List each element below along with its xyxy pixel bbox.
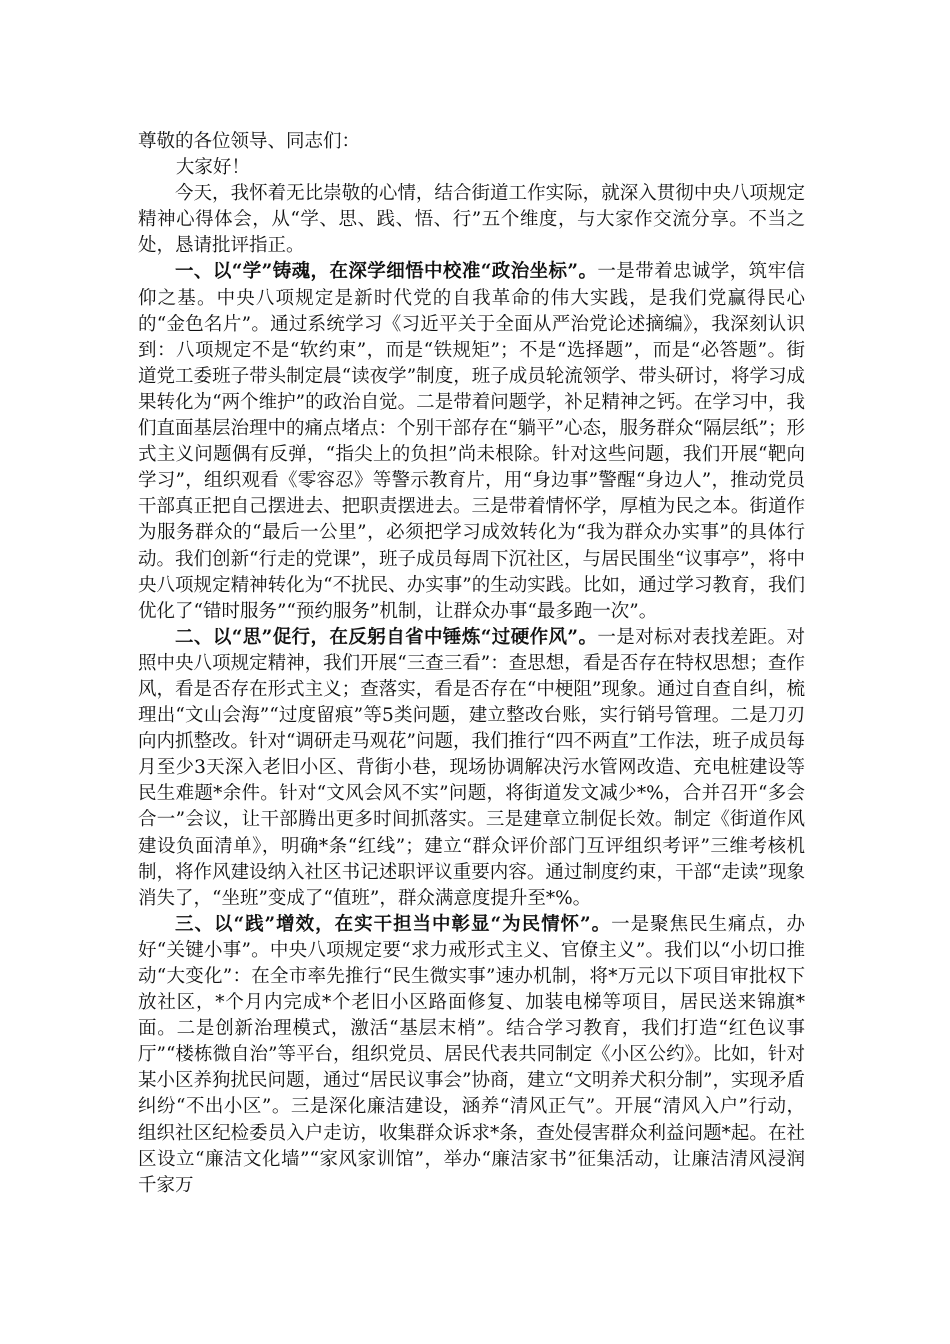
section-2-body: 一是对标对表找差距。对照中央八项规定精神，我们开展“三查三看”：查思想，看是否存在特权思想；查作风，看是否存在形式主义；查落实，看是否存在“中梗阻”现象。通过自查自纠，梳理出“文山会海”“过度留痕”等5类问题，建立整改台账，实行销号管理。二是刀刃向内抓整改。针对“调研走马观花”问题，我们推行“四不两直”工作法，班子成员每月至少3天深入老旧小区、背街小巷，现场协调解决污水管网改造、充电桩建设等民生难题*余件。针对“文风会风不实”问题，将街道发文减少*%，合并召开“多会合一”会议，让干部腾出更多时间抓落实。三是建章立制促长效。制定《街道作风建设负面清单》，明确*条“红线”；建立“群众评价部门互评组织考评”三维考核机制，将作风建设纳入社区书记述职评议重要内容。通过制度约束，干部“走读”现象消失了，“坐班”变成了“值班”，群众满意度提升至*%。: [138, 626, 805, 909]
section-2-paragraph: [138, 625, 805, 912]
section-1-body: 一是带着忠诚学，筑牢信仰之基。中央八项规定是新时代党的自我革命的伟大实践，是我们党赢得民心的“金色名片”。通过系统学习《习近平关于全面从严治党论述摘编》，我深刻认识到：八项规定不是“软约束”，而是“铁规矩”；不是“选择题”，而是“必答题”。街道党工委班子带头制定晨“读夜学”制度，班子成员轮流领学、带头研讨，将学习成果转化为“两个维护”的政治自觉。二是带着问题学，补足精神之钙。在学习中，我们直面基层治理中的痛点堵点：个别干部存在“躺平”心态，服务群众“隔层纸”；形式主义问题偶有反弹，“指尖上的负担”尚未根除。针对这些问题，我们开展“靶向学习”，组织观看《零容忍》等警示教育片，用“身边事”警醒“身边人”，推动党员干部真正把自己摆进去、把职责摆进去。三是带着情怀学，厚植为民之本。街道作为服务群众的“最后一公里”，必须把学习成效转化为“我为群众办实事”的具体行动。我们创新“行走的党课”，班子成员每周下沉社区，与居民围坐“议事亭”，将中央八项规定精神转化为“不扰民、办实事”的生动实践。比如，通过学习教育，我们优化了“错时服务”“预约服务”机制，让群众办事“最多跑一次”。: [138, 261, 805, 622]
section-3-heading: 三、以“践”增效，在实干担当中彰显“为民情怀”。: [175, 913, 612, 935]
section-1-paragraph: [138, 259, 805, 624]
section-1-heading: 一、以“学”铸魂，在深学细悟中校准“政治坐标”。: [175, 261, 598, 283]
greeting: 大家好！: [175, 157, 250, 179]
intro-paragraph: 今天，我怀着无比崇敬的心情，结合街道工作实际，就深入贯彻中央八项规定精神心得体会，从“学、思、践、悟、行”五个维度，与大家作交流分享。不当之处，恳请批评指正。: [138, 183, 805, 257]
section-3-body: 一是聚焦民生痛点，办好“关键小事”。中央八项规定要“求力戒形式主义、官僚主义”。我们以“小切口推动“大变化”：在全市率先推行“民生微实事”速办机制，将*万元以下项目审批权下放社区，*个月内完成*个老旧小区路面修复、加装电梯等项目，居民送来锦旗*面。二是创新治理模式，激活“基层末梢”。结合学习教育，我们打造“红色议事厅”“楼栋微自治”等平台，组织党员、居民代表共同制定《小区公约》。比如，针对某小区养狗扰民问题，通过“居民议事会”协商，建立“文明养犬积分制”，实现矛盾纠纷“不出小区”。三是深化廉洁建设，涵养“清风正气”。开展“清风入户”行动，组织社区纪检委员入户走访，收集群众诉求*条，查处侵害群众利益问题*起。在社区设立“廉洁文化墙”“家风家训馆”，举办“廉洁家书”征集活动，让廉洁清风浸润千家万: [138, 913, 805, 1196]
section-3-paragraph: [138, 912, 805, 1199]
section-2-heading: 二、以“思”促行，在反躬自省中锤炼“过硬作风”。: [175, 626, 598, 648]
document-page: [138, 129, 805, 1199]
salutation: 尊敬的各位领导、同志们：: [138, 131, 361, 152]
